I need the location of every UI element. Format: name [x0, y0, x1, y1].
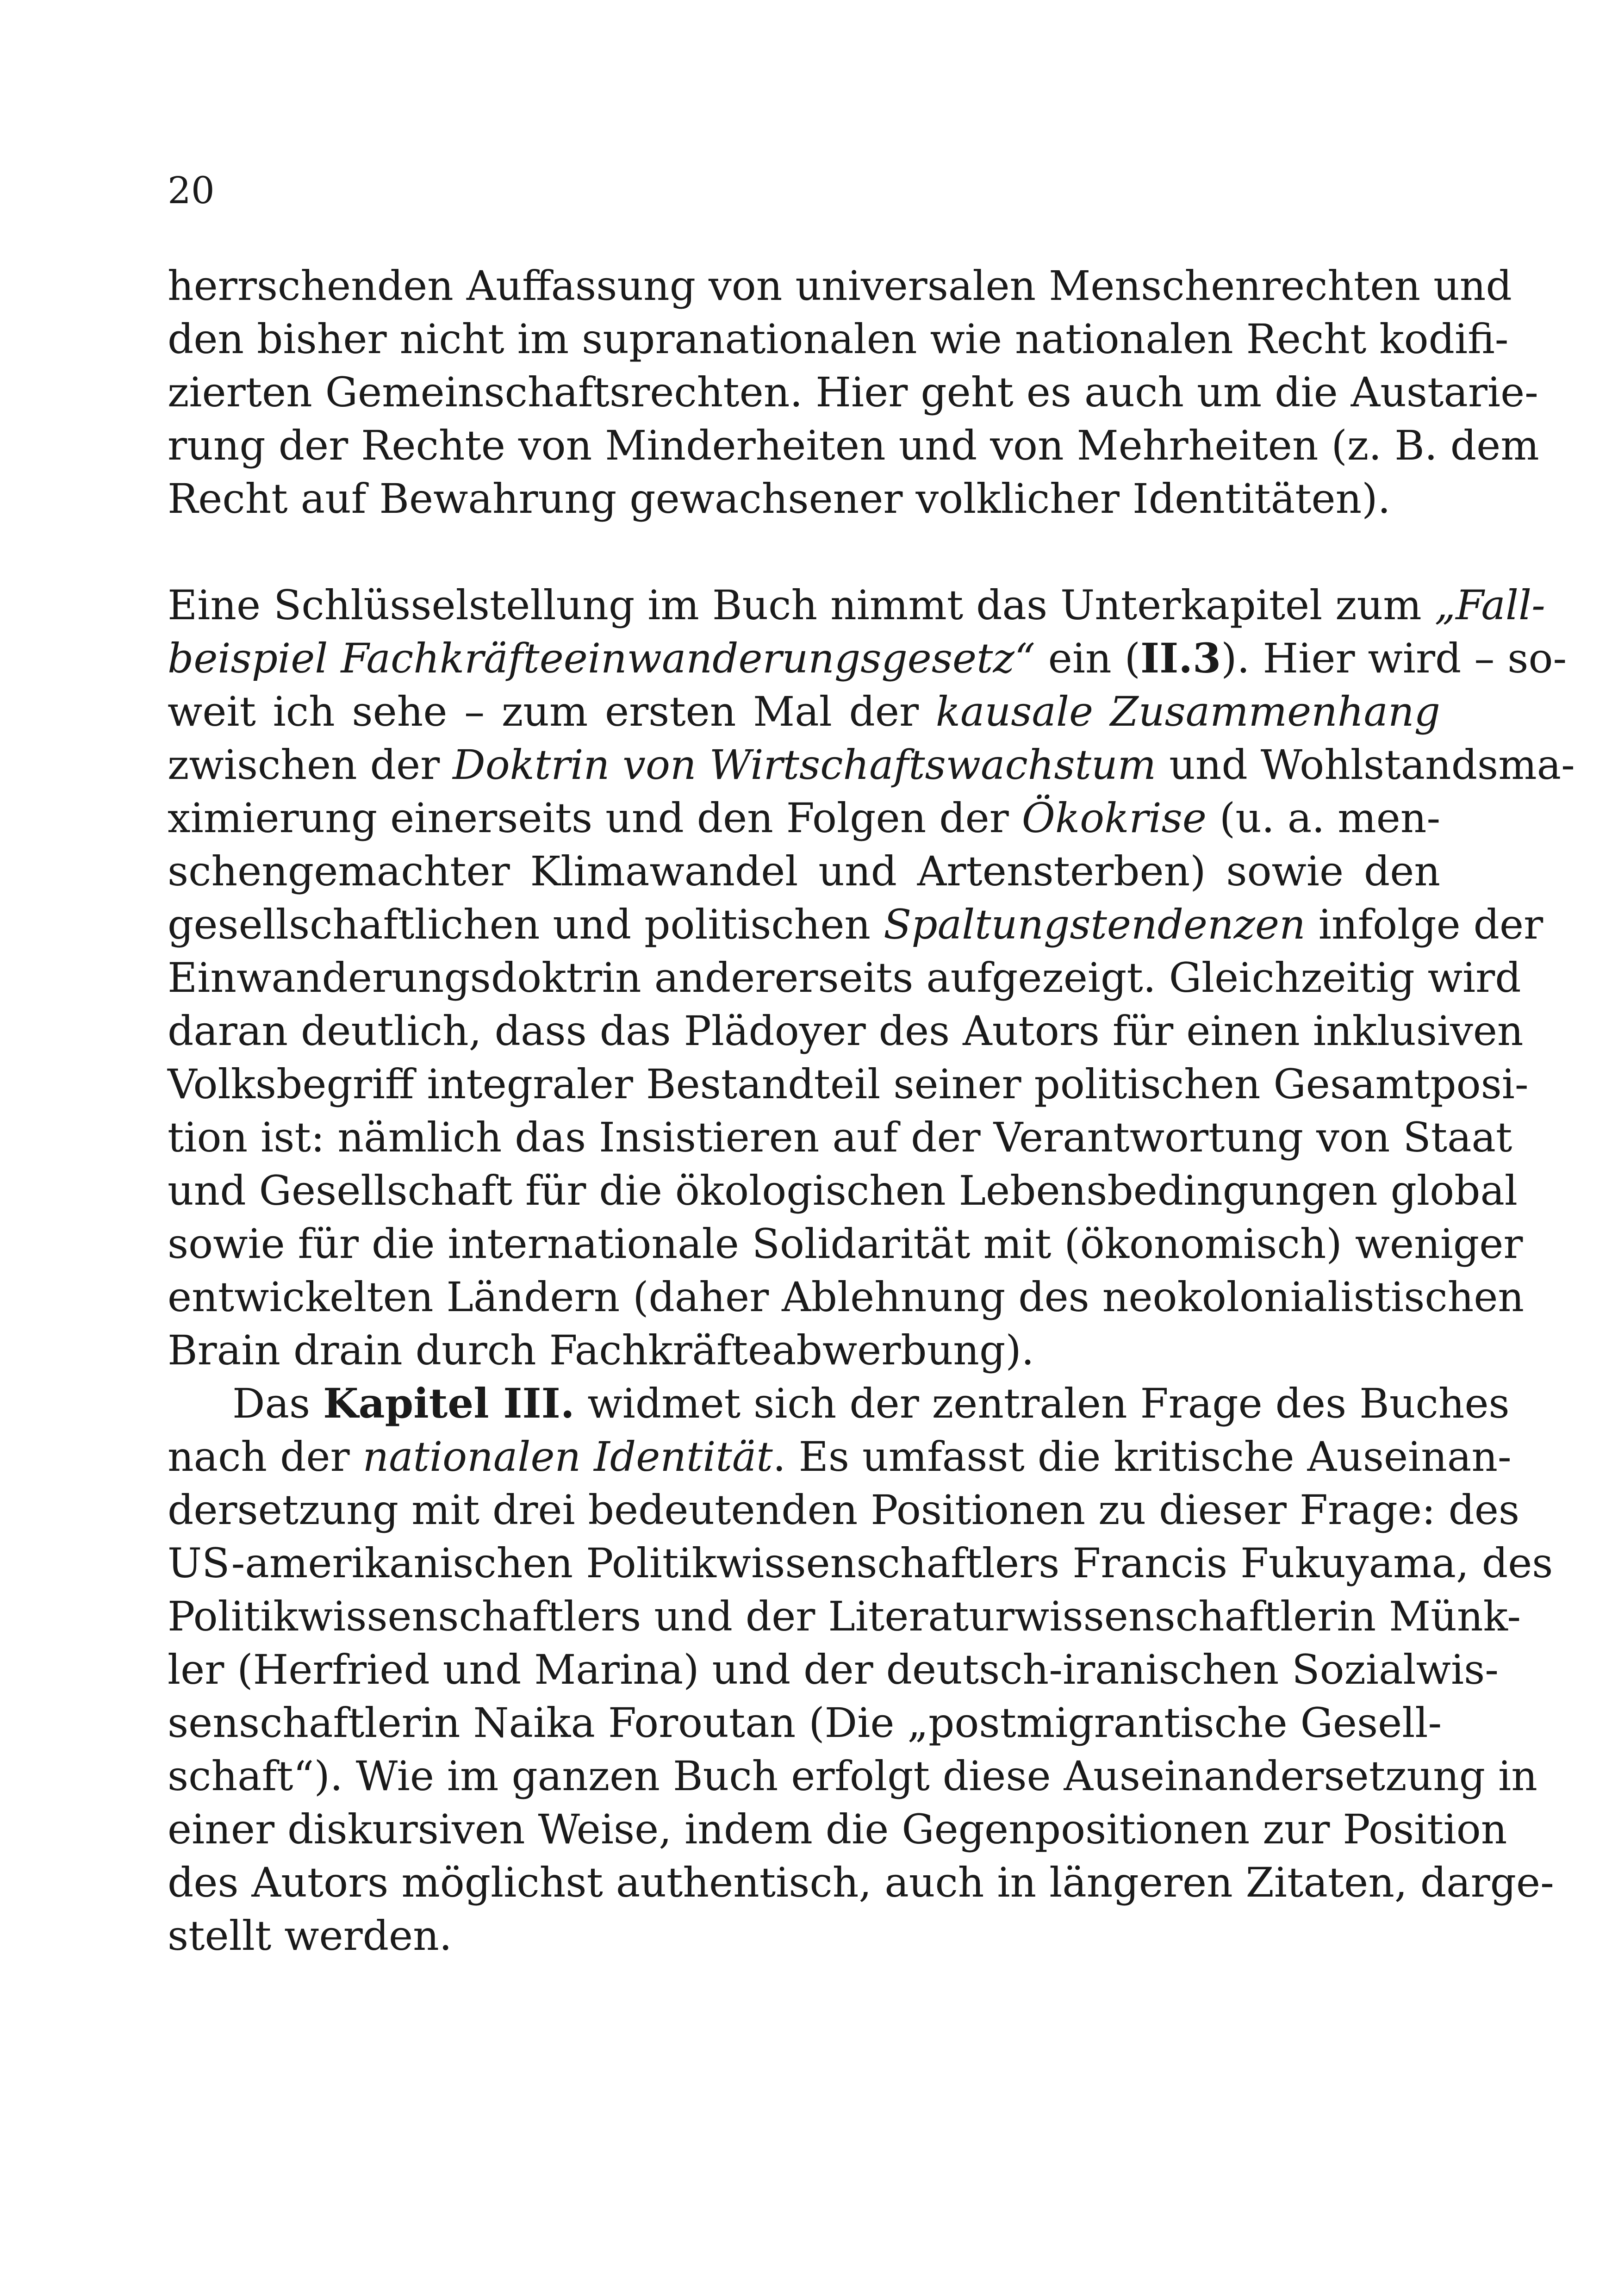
text-line: schaft“). Wie im ganzen Buch erfolgt diese Auseinandersetzung in	[168, 1752, 1537, 1800]
text-line: gesellschaftlichen und politischen Spaltungstendenzen infolge der	[168, 901, 1543, 948]
text-line: herrschenden Auffassung von universalen Menschenrechten und	[168, 262, 1512, 310]
italic-emphasis: Ökokrise	[1021, 794, 1207, 842]
text-line: sowie für die internationale Solidarität mit (ökonomisch) weniger	[168, 1220, 1523, 1268]
page-number: 20	[168, 169, 215, 212]
text-line: Recht auf Bewahrung gewachsener volklicher Identitäten).	[168, 475, 1391, 523]
text-line: rung der Rechte von Minderheiten und von Mehrheiten (z. B. dem	[168, 422, 1539, 469]
text-line: dersetzung mit drei bedeutenden Positionen zu dieser Frage: des	[168, 1486, 1520, 1534]
bold-emphasis: Kapitel III.	[323, 1379, 575, 1427]
italic-emphasis: Doktrin von Wirtschaftswachstum	[453, 741, 1157, 789]
text-line: beispiel Fachkräfteeinwanderungsgesetz“ ein (II.3). Hier wird – so-	[168, 634, 1567, 682]
text-line: Einwanderungsdoktrin andererseits aufgezeigt. Gleichzeitig wird	[168, 954, 1521, 1002]
text-line: entwickelten Ländern (daher Ablehnung des neokolonialistischen	[168, 1273, 1525, 1321]
text-line: weit ich sehe – zum ersten Mal der kausale Zusammenhang	[168, 688, 1440, 735]
paragraph-1	[168, 259, 1539, 525]
italic-emphasis: kausale Zusammenhang	[935, 688, 1440, 735]
text-line: zierten Gemeinschaftsrechten. Hier geht es auch um die Austarie-	[168, 368, 1538, 416]
paragraph-spacer	[168, 525, 1440, 579]
text-line: Politikwissenschaftlers und der Literaturwissenschaftlerin Münk-	[168, 1593, 1521, 1640]
text-line: schengemachter Klimawandel und Artensterben) sowie den	[168, 847, 1440, 895]
bold-emphasis: II.3	[1140, 634, 1221, 682]
text-line: nach der nationalen Identität. Es umfasst die kritische Auseinan-	[168, 1433, 1512, 1481]
text-line: stellt werden.	[168, 1912, 452, 1960]
text-line: und Gesellschaft für die ökologischen Lebensbedingungen global	[168, 1167, 1518, 1214]
text-line: Brain drain durch Fachkräfteabwerbung).	[168, 1326, 1034, 1374]
text-line: daran deutlich, dass das Plädoyer des Autors für einen inklusiven	[168, 1007, 1524, 1055]
text-line: des Autors möglichst authentisch, auch in längeren Zitaten, darge-	[168, 1859, 1554, 1906]
text-line: Das Kapitel III. widmet sich der zentralen Frage des Buches	[232, 1379, 1510, 1427]
italic-emphasis: „Fall-	[1434, 581, 1545, 629]
text-line: tion ist: nämlich das Insistieren auf der Verantwortung von Staat	[168, 1114, 1512, 1161]
italic-emphasis: Spaltungstendenzen	[884, 901, 1306, 948]
text-line: ler (Herfried und Marina) und der deutsch-iranischen Sozialwis-	[168, 1646, 1499, 1693]
italic-emphasis: beispiel Fachkräfteeinwanderungsgesetz“	[168, 635, 1035, 682]
paragraph-2	[168, 579, 1575, 1377]
text-line: US-amerikanischen Politikwissenschaftlers Francis Fukuyama, des	[168, 1539, 1553, 1587]
body-text	[168, 259, 1575, 1962]
text-line: senschaftlerin Naika Foroutan (Die „postmigrantische Gesell-	[168, 1699, 1442, 1747]
text-line: Volksbegriff integraler Bestandteil seiner politischen Gesamtposi-	[168, 1060, 1529, 1108]
text-line: Eine Schlüsselstellung im Buch nimmt das Unterkapitel zum „Fall-	[168, 581, 1545, 629]
text-line: ximierung einerseits und den Folgen der Ökokrise (u. a. men-	[168, 794, 1441, 842]
text-line: einer diskursiven Weise, indem die Gegenpositionen zur Position	[168, 1805, 1507, 1853]
text-line: den bisher nicht im supranationalen wie nationalen Recht kodifi-	[168, 315, 1509, 363]
paragraph-3	[168, 1377, 1554, 1962]
italic-emphasis: nationalen Identität	[362, 1433, 773, 1481]
text-line: zwischen der Doktrin von Wirtschaftswachstum und Wohlstandsma-	[168, 741, 1575, 789]
